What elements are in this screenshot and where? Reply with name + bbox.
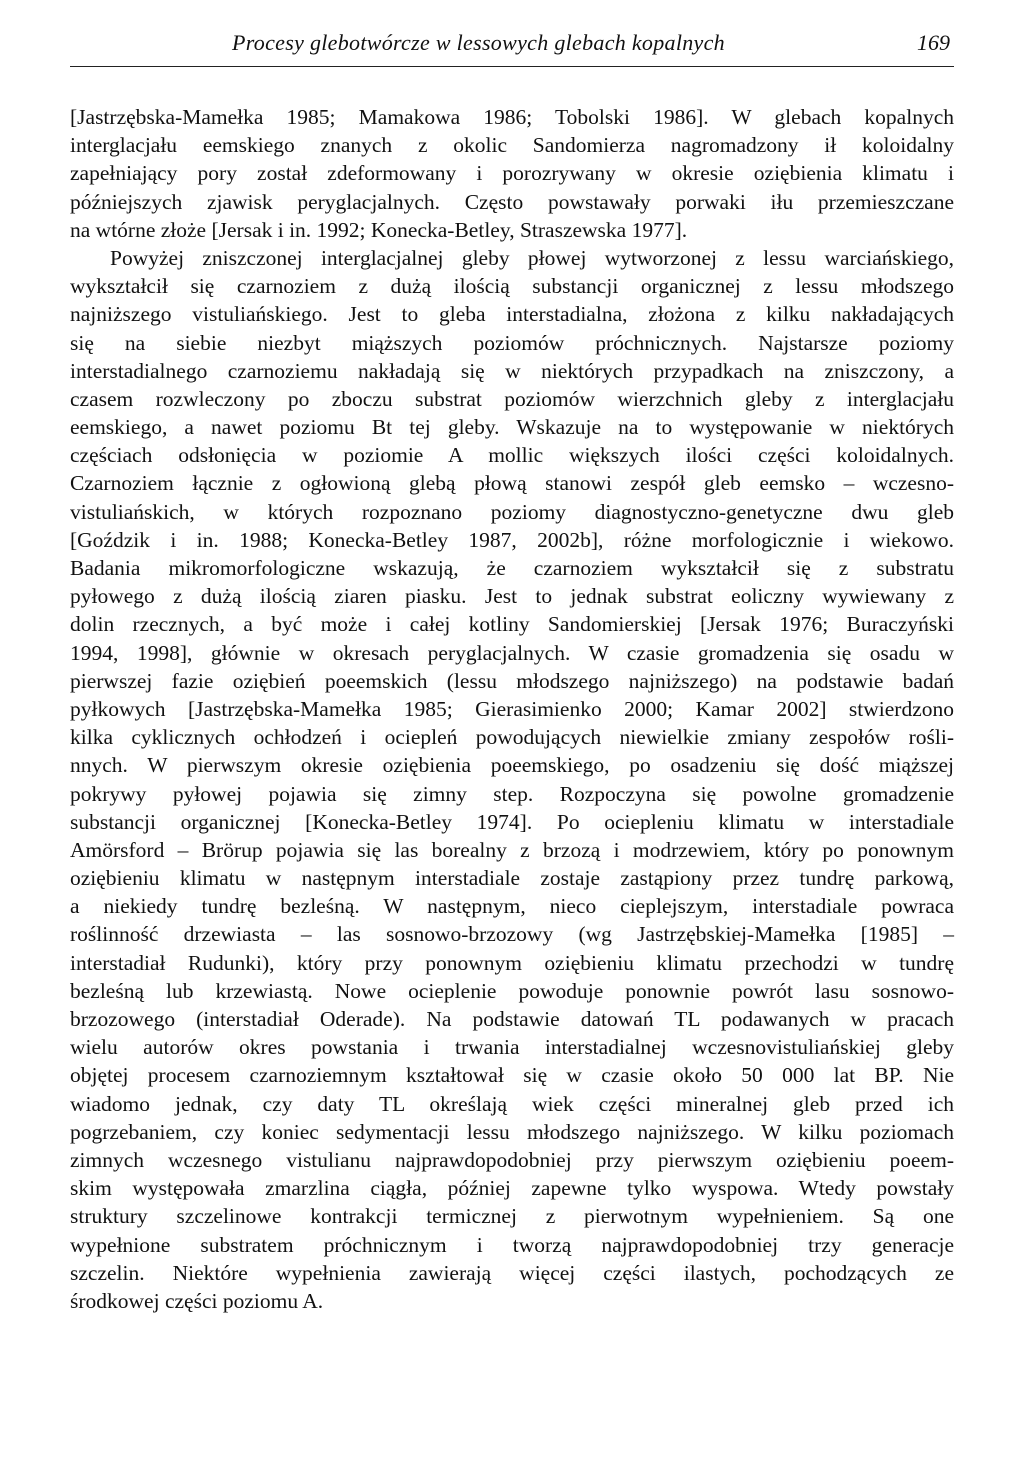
text-line: zapełniający pory został zdeformowany i porozrywany w okresie oziębienia klimatu i bbox=[70, 161, 954, 186]
text-line: wykształcił się czarnoziem z dużą ilością substancji organicznej z lessu młodszego bbox=[70, 274, 954, 299]
text-line: pokrywy pyłowej pojawia się zimny step. Rozpoczyna się powolne gromadzenie bbox=[70, 781, 954, 806]
text-line: Badania mikromorfologiczne wskazują, że czarnoziem wykształcił się z substratu bbox=[70, 556, 954, 580]
text-line: interstadiał Rudunki), który przy ponownym oziębieniu klimatu przechodzi w tundrę bbox=[70, 950, 954, 975]
text-line: 1994, 1998], głównie w okresach peryglacjalnych. W czasie gromadzenia się osadu w bbox=[70, 640, 954, 665]
text-line: brzozowego (interstadiał Oderade). Na podstawie datowań TL podawanych w pracach bbox=[70, 1007, 954, 1031]
text-line: zimnych wczesnego vistulianu najprawdopodobniej przy pierwszym oziębieniu poeem- bbox=[70, 1147, 954, 1172]
text-line: dolin rzecznych, a być może i całej kotliny Sandomierskiej [Jersak 1976; Buraczyński bbox=[70, 612, 954, 637]
text-line: oziębieniu klimatu w następnym interstadiale zostaje zastąpiony przez tundrę parkową, bbox=[70, 866, 954, 891]
page-number: 169 bbox=[917, 30, 950, 55]
text-line: Czarnoziem łącznie z ogłowioną glebą płową stanowi zespół gleb eemsko – wczesno- bbox=[70, 471, 954, 496]
text-line: pogrzebaniem, czy koniec sedymentacji lessu młodszego najniższego. W kilku poziomach bbox=[70, 1119, 954, 1144]
body-text bbox=[70, 103, 954, 1315]
text-line: [Goździk i in. 1988; Konecka-Betley 1987, 2002b], różne morfologicznie i wiekowo. bbox=[70, 527, 954, 552]
text-line: struktury szczelinowe kontrakcji termicznej z pierwotnym wypełnieniem. Są one bbox=[70, 1204, 954, 1229]
text-line: pyłkowych [Jastrzębska-Mamełka 1985; Gierasimienko 2000; Kamar 2002] stwierdzono bbox=[70, 696, 954, 721]
running-title: Procesy glebotwórcze w lessowych glebach kopalnych bbox=[232, 30, 725, 55]
running-header bbox=[70, 28, 954, 67]
text-line: wielu autorów okres powstania i trwania interstadialnej wczesnovistuliańskiej gleby bbox=[70, 1035, 954, 1060]
text-line: szczelin. Niektóre wypełnienia zawierają więcej części ilastych, pochodzących ze bbox=[70, 1260, 954, 1285]
text-line: Amörsford – Brörup pojawia się las borealny z brzozą i modrzewiem, który po ponownym bbox=[70, 837, 954, 862]
text-line: wypełnione substratem próchnicznym i tworzą najprawdopodobniej trzy generacje bbox=[70, 1232, 954, 1257]
text-line: a niekiedy tundrę bezleśną. W następnym, nieco cieplejszym, interstadiale powraca bbox=[70, 894, 954, 919]
text-line: interstadialnego czarnoziemu nakładają się w niektórych przypadkach na zniszczony, a bbox=[70, 358, 954, 383]
text-line: Powyżej zniszczonej interglacjalnej gleby płowej wytworzonej z lessu warciańskiego, bbox=[110, 245, 954, 270]
text-line: skim występowała zmarzlina ciągła, później zapewne tylko wyspowa. Wtedy powstały bbox=[70, 1176, 954, 1201]
paragraph-2 bbox=[70, 244, 954, 1315]
text-line: na wtórne złoże [Jersak i in. 1992; Konecka-Betley, Straszewska 1977]. bbox=[70, 217, 688, 242]
text-line: późniejszych zjawisk peryglacjalnych. Często powstawały porwaki iłu przemieszczane bbox=[70, 189, 954, 214]
text-line: czasem rozwleczony po zboczu substrat poziomów wierzchnich gleby z interglacjału bbox=[70, 386, 954, 411]
text-line: nnych. W pierwszym okresie oziębienia poeemskiego, po osadzeniu się dość miąższej bbox=[70, 753, 954, 778]
text-line: środkowej części poziomu A. bbox=[70, 1288, 324, 1313]
text-line: objętej procesem czarnoziemnym kształtował się w czasie około 50 000 lat BP. Nie bbox=[70, 1063, 954, 1088]
text-line: się na siebie niezbyt miąższych poziomów próchnicznych. Najstarsze poziomy bbox=[70, 330, 954, 355]
text-line: pierwszej fazie oziębień poeemskich (lessu młodszego najniższego) na podstawie badań bbox=[70, 668, 954, 693]
text-line: substancji organicznej [Konecka-Betley 1974]. Po ociepleniu klimatu w interstadiale bbox=[70, 809, 954, 834]
text-line: eemskiego, a nawet poziomu Bt tej gleby. Wskazuje na to występowanie w niektórych bbox=[70, 415, 954, 440]
text-line: bezleśną lub krzewiastą. Nowe ocieplenie powoduje ponownie powrót lasu sosnowo- bbox=[70, 978, 954, 1003]
text-line: kilka cyklicznych ochłodzeń i ociepleń powodujących niewielkie zmiany zespołów rośli- bbox=[70, 725, 954, 750]
text-line: interglacjału eemskiego znanych z okolic Sandomierza nagromadzony ił koloidalny bbox=[70, 133, 954, 158]
paragraph-1 bbox=[70, 103, 954, 244]
text-line: najniższego vistuliańskiego. Jest to gleba interstadialna, złożona z kilku nakładających bbox=[70, 302, 954, 327]
text-line: roślinność drzewiasta – las sosnowo-brzozowy (wg Jastrzębskiej-Mamełka [1985] – bbox=[70, 922, 954, 947]
text-line: vistuliańskich, w których rozpoznano poziomy diagnostyczno-genetyczne dwu gleb bbox=[70, 499, 954, 524]
text-line: pyłowego z dużą ilością ziaren piasku. Jest to jednak substrat eoliczny wywiewany z bbox=[70, 584, 954, 609]
text-line: [Jastrzębska-Mamełka 1985; Mamakowa 1986; Tobolski 1986]. W glebach kopalnych bbox=[70, 105, 954, 129]
text-line: wiadomo jednak, czy daty TL określają wiek części mineralnej gleb przed ich bbox=[70, 1091, 954, 1116]
text-line: częściach odsłonięcia w poziomie A mollic większych ilości części koloidalnych. bbox=[70, 443, 954, 468]
